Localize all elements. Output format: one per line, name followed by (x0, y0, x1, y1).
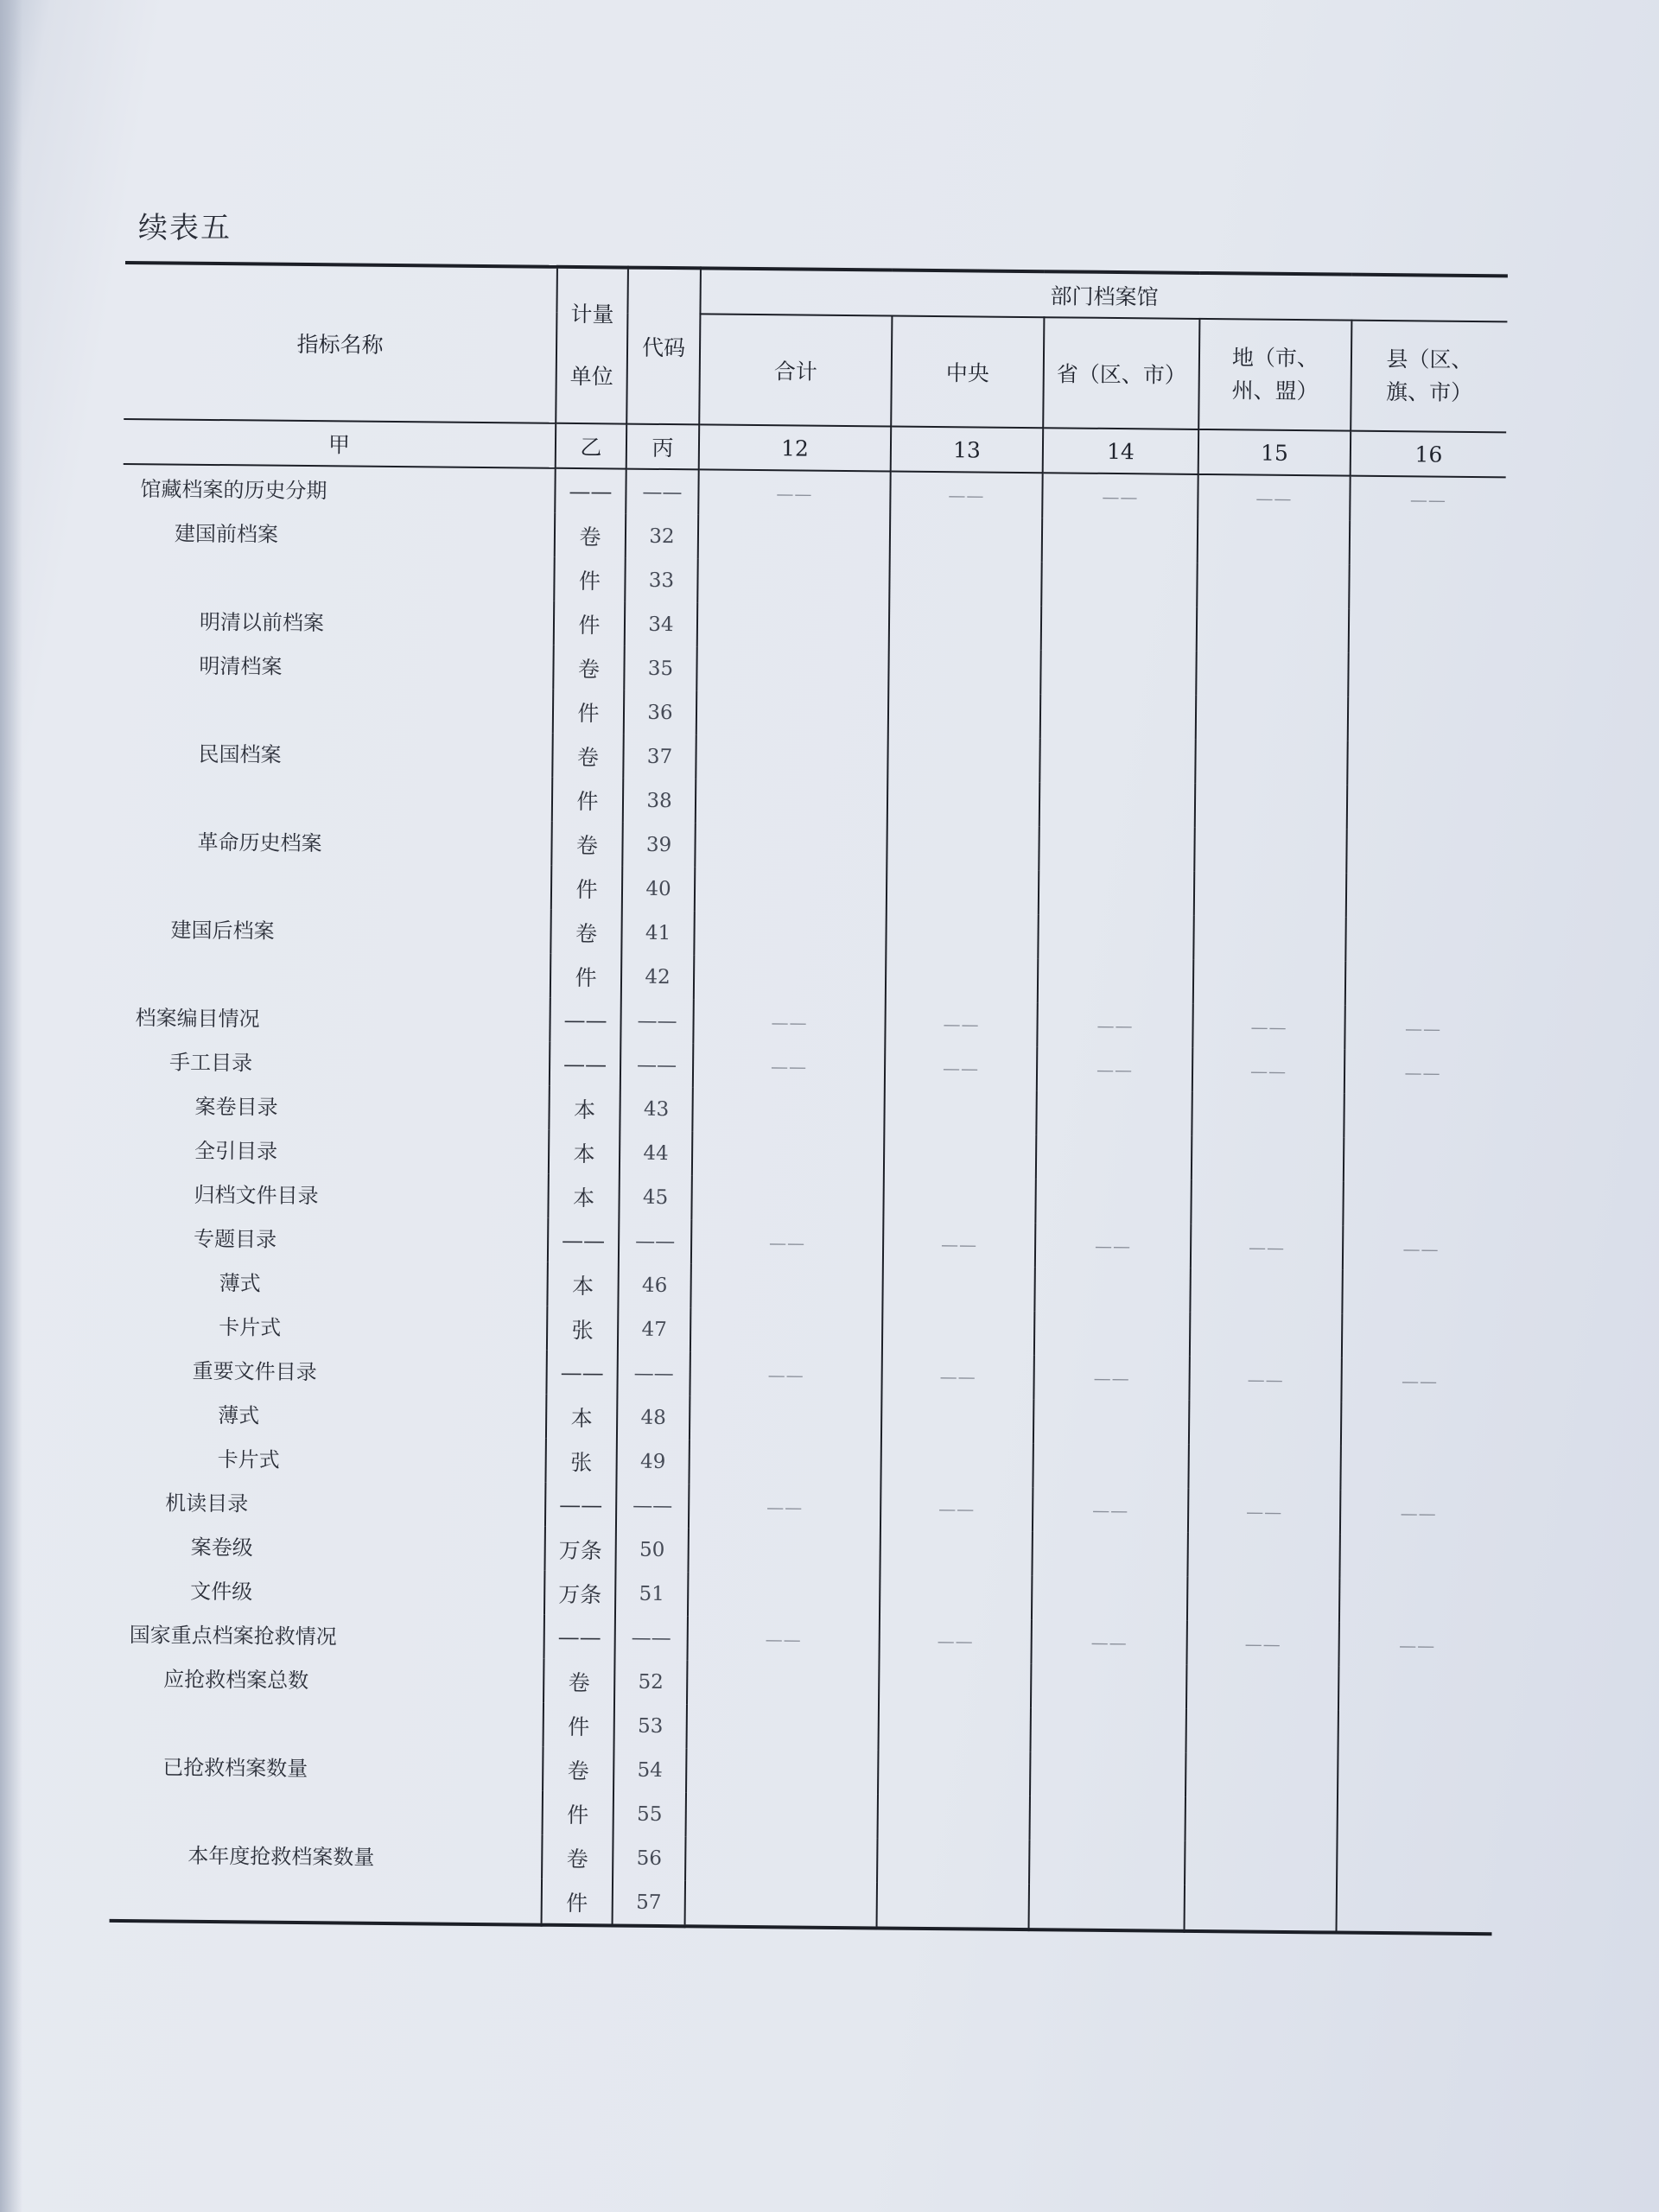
row-value-col-16 (1345, 918, 1501, 963)
row-indicator-name: 卡片式 (115, 1302, 547, 1351)
row-value-col-14 (1029, 1884, 1185, 1931)
row-code: 34 (625, 602, 697, 647)
label-col-15: 15 (1198, 429, 1351, 476)
row-value-col-14 (1030, 1751, 1185, 1797)
row-unit: —— (550, 1042, 620, 1087)
row-unit: 万条 (544, 1571, 615, 1616)
row-value-col-14 (1040, 650, 1196, 696)
row-value-col-12 (696, 779, 887, 824)
header-col-province-label: 省（区、市） (1056, 361, 1186, 388)
row-unit: 卷 (551, 822, 622, 867)
row-value-col-15: —— (1191, 1224, 1343, 1270)
row-code: —— (626, 469, 698, 515)
row-value-col-15 (1196, 696, 1348, 741)
row-value-col-12 (687, 1704, 879, 1750)
row-indicator-name: 归档文件目录 (116, 1170, 548, 1218)
row-unit: —— (555, 468, 626, 514)
row-unit: 卷 (542, 1835, 613, 1880)
row-value-col-14 (1039, 738, 1195, 784)
header-col-prefecture (1198, 319, 1351, 431)
row-value-col-16 (1350, 521, 1505, 567)
row-value-col-12 (697, 558, 889, 604)
row-unit: 件 (552, 778, 623, 823)
row-value-col-16 (1345, 962, 1501, 1007)
row-value-col-12 (689, 1440, 880, 1485)
row-code: —— (617, 1351, 690, 1396)
row-value-col-15 (1197, 607, 1349, 653)
row-unit: 本 (546, 1395, 617, 1440)
row-unit: 本 (548, 1174, 619, 1219)
header-col-county-line2: 旗、市） (1385, 379, 1473, 405)
row-value-col-16 (1342, 1270, 1497, 1316)
row-value-col-14: —— (1035, 1223, 1191, 1268)
row-value-col-12 (696, 646, 888, 692)
row-value-col-12 (696, 734, 887, 780)
row-indicator-name: 本年度抢救档案数量 (110, 1831, 542, 1879)
row-value-col-16 (1340, 1446, 1496, 1492)
row-value-col-14 (1032, 1575, 1187, 1621)
row-indicator-name: 重要文件目录 (114, 1346, 546, 1395)
row-unit: 件 (554, 557, 625, 602)
row-unit: 本 (549, 1130, 620, 1175)
row-value-col-16 (1343, 1182, 1498, 1228)
row-code: 35 (624, 646, 696, 691)
row-unit: 件 (553, 690, 624, 734)
row-indicator-name: 馆藏档案的历史分期 (123, 464, 555, 513)
row-code: 43 (620, 1087, 692, 1132)
row-value-col-12 (696, 690, 888, 736)
row-value-col-16 (1337, 1843, 1492, 1889)
row-value-col-12: —— (687, 1616, 879, 1662)
row-value-col-14 (1038, 958, 1193, 1004)
row-code: 55 (613, 1792, 686, 1837)
row-value-col-16 (1339, 1579, 1495, 1624)
row-value-col-16 (1349, 609, 1504, 655)
row-value-col-16: —— (1409, 488, 1447, 511)
row-value-col-13 (878, 1706, 1030, 1751)
row-value-col-13 (886, 957, 1038, 1002)
row-value-col-13 (887, 780, 1039, 826)
row-indicator-name (122, 553, 554, 601)
row-value-col-13 (882, 1265, 1034, 1311)
row-value-col-16 (1341, 1402, 1497, 1448)
row-indicator-name (111, 1699, 543, 1747)
row-code: 54 (613, 1748, 686, 1793)
row-value-col-15 (1194, 872, 1346, 918)
row-value-col-15 (1188, 1445, 1340, 1491)
row-indicator-name: 薄式 (115, 1258, 547, 1306)
row-value-col-13 (889, 605, 1041, 651)
row-indicator-name (119, 861, 551, 910)
row-value-col-16: —— (1402, 1237, 1440, 1260)
row-code: —— (614, 1616, 687, 1661)
row-unit: 卷 (543, 1747, 613, 1792)
label-col-12: 12 (699, 424, 891, 471)
row-value-col-12: —— (690, 1351, 881, 1397)
row-value-col-12 (685, 1836, 877, 1882)
row-indicator-name: 已抢救档案数量 (111, 1743, 543, 1791)
row-value-col-16 (1348, 653, 1503, 699)
row-value-col-14: —— (1037, 1002, 1192, 1048)
row-value-col-12 (692, 1087, 884, 1133)
row-indicator-name (120, 773, 552, 822)
row-value-col-14 (1030, 1707, 1185, 1753)
row-value-col-13 (890, 517, 1042, 563)
row-value-col-12: —— (691, 1219, 883, 1265)
table-header (124, 263, 1508, 477)
header-col-county (1351, 321, 1507, 433)
row-value-col-12 (697, 602, 889, 648)
row-unit: —— (550, 998, 620, 1043)
row-value-col-16 (1347, 785, 1503, 831)
row-value-col-13 (887, 736, 1039, 782)
row-value-col-14 (1039, 782, 1195, 828)
row-unit: —— (548, 1218, 619, 1263)
row-unit: 张 (545, 1439, 616, 1484)
label-col-16: 16 (1351, 431, 1506, 478)
row-value-col-13 (884, 1133, 1036, 1179)
row-value-col-14 (1034, 1267, 1190, 1313)
row-unit: 件 (542, 1879, 613, 1926)
statistics-sheet (109, 261, 1508, 1950)
row-value-col-14 (1042, 518, 1198, 563)
row-code: 49 (616, 1440, 689, 1484)
row-value-col-12 (692, 1131, 884, 1177)
row-value-col-16 (1338, 1711, 1493, 1757)
row-indicator-name (118, 950, 550, 998)
row-code: 37 (623, 734, 696, 779)
row-indicator-name: 建国后档案 (118, 906, 550, 954)
row-value-col-14: —— (1033, 1487, 1188, 1533)
row-unit: 卷 (555, 513, 626, 558)
row-value-col-16 (1336, 1887, 1492, 1935)
header-code: 代码 (626, 268, 701, 425)
row-value-col-12 (694, 955, 886, 1001)
row-value-col-13: —— (881, 1353, 1033, 1399)
row-value-col-12 (690, 1395, 881, 1441)
row-unit: 本 (549, 1086, 620, 1131)
row-value-col-14 (1036, 1135, 1192, 1180)
row-value-col-12: —— (693, 999, 885, 1045)
row-indicator-name (110, 1875, 542, 1925)
header-col-province (1043, 317, 1199, 429)
row-value-col-13 (879, 1662, 1031, 1707)
row-indicator-name: 专题目录 (116, 1214, 548, 1262)
row-value-col-14 (1041, 606, 1197, 652)
row-indicator-name: 全引目录 (117, 1126, 549, 1174)
header-col-prefecture-line1: 地（市、 (1231, 345, 1319, 372)
row-indicator-name (121, 685, 553, 734)
row-indicator-name: 文件级 (112, 1567, 544, 1615)
row-value-col-15 (1185, 1841, 1337, 1887)
row-value-col-15: —— (1192, 1048, 1344, 1094)
row-code: —— (620, 1043, 693, 1088)
row-unit: 件 (550, 954, 621, 999)
row-unit: 卷 (550, 910, 621, 955)
row-code: —— (620, 999, 693, 1044)
row-value-col-14 (1029, 1840, 1185, 1885)
row-value-col-14 (1036, 1090, 1192, 1136)
row-value-col-15: —— (1189, 1357, 1341, 1402)
row-value-col-12 (688, 1528, 880, 1573)
row-indicator-name: 机读目录 (113, 1478, 545, 1527)
header-col-total (699, 314, 892, 426)
row-value-col-13: —— (883, 1221, 1035, 1267)
row-value-col-15 (1195, 740, 1347, 785)
row-indicator-name: 档案编目情况 (118, 994, 550, 1042)
header-indicator-name: 指标名称 (124, 263, 557, 423)
row-value-col-16 (1342, 1314, 1497, 1360)
row-value-col-16 (1338, 1755, 1493, 1801)
row-code: —— (619, 1219, 691, 1264)
row-value-col-15 (1197, 563, 1349, 609)
row-unit: —— (546, 1351, 617, 1395)
row-value-col-12: —— (693, 1043, 885, 1089)
row-value-col-12: —— (689, 1484, 880, 1529)
row-value-col-15 (1185, 1885, 1338, 1933)
row-indicator-name: 国家重点档案抢救情况 (112, 1611, 544, 1659)
row-value-col-12 (698, 514, 890, 560)
row-value-col-14 (1034, 1311, 1190, 1357)
header-col-county-line1: 县（区、 (1386, 346, 1473, 372)
row-value-col-15 (1185, 1709, 1338, 1755)
row-value-col-13 (880, 1441, 1033, 1487)
row-unit: 卷 (553, 645, 624, 690)
row-value-col-12 (694, 911, 886, 957)
row-value-col-16 (1348, 697, 1503, 743)
row-value-col-13 (880, 1529, 1032, 1575)
row-value-col-16 (1344, 1138, 1499, 1184)
row-unit: —— (543, 1615, 614, 1660)
row-value-col-14 (1033, 1399, 1189, 1445)
row-value-col-13 (888, 649, 1040, 695)
row-unit: 本 (547, 1262, 618, 1307)
row-indicator-name: 明清档案 (121, 641, 553, 690)
row-value-col-15 (1185, 1753, 1338, 1799)
row-value-col-14 (1032, 1531, 1187, 1577)
row-indicator-name: 手工目录 (118, 1038, 550, 1086)
row-value-col-15 (1194, 828, 1346, 874)
row-code: 45 (619, 1175, 691, 1220)
row-code: 53 (614, 1704, 687, 1749)
row-code: 32 (626, 514, 698, 559)
archive-statistics-table (110, 261, 1508, 1936)
row-unit: 件 (543, 1791, 613, 1836)
row-code: 46 (618, 1263, 690, 1308)
row-value-col-13 (881, 1397, 1033, 1443)
label-col-13: 13 (891, 427, 1043, 474)
row-value-col-15: —— (1188, 1489, 1340, 1535)
row-indicator-name: 民国档案 (120, 729, 552, 778)
row-value-col-13 (886, 912, 1038, 958)
row-code: 44 (620, 1131, 692, 1176)
page-title: 续表五 (138, 211, 232, 245)
row-indicator-name: 案卷级 (112, 1522, 544, 1571)
row-value-col-12 (686, 1748, 878, 1794)
row-value-col-14 (1038, 914, 1193, 960)
row-value-col-15 (1198, 519, 1350, 565)
label-bing: 丙 (626, 424, 699, 470)
row-value-col-15 (1192, 1092, 1344, 1138)
row-value-col-12 (686, 1792, 878, 1838)
row-value-col-14 (1039, 826, 1194, 872)
row-value-col-16 (1344, 1094, 1499, 1140)
row-value-col-12 (688, 1572, 880, 1618)
row-value-col-15 (1187, 1533, 1339, 1579)
row-code: 52 (614, 1660, 687, 1705)
row-code: 41 (621, 911, 694, 956)
row-value-col-14: —— (1031, 1619, 1186, 1665)
row-value-col-14: —— (1037, 1046, 1192, 1092)
label-col-14: 14 (1043, 428, 1198, 474)
row-value-col-15 (1186, 1665, 1338, 1711)
row-code: 57 (613, 1880, 686, 1927)
row-value-col-13 (877, 1882, 1030, 1929)
row-code: 56 (613, 1836, 685, 1881)
row-value-col-15: —— (1192, 1004, 1344, 1050)
row-indicator-name (111, 1787, 543, 1835)
row-indicator-name: 薄式 (114, 1390, 546, 1439)
label-jia: 甲 (124, 419, 556, 468)
row-value-col-14 (1033, 1443, 1188, 1489)
row-value-col-16 (1338, 1667, 1494, 1713)
row-code: 48 (617, 1395, 690, 1440)
row-value-col-15 (1192, 1136, 1344, 1182)
row-unit: 件 (554, 601, 625, 646)
row-value-col-15 (1187, 1577, 1339, 1623)
row-indicator-name: 明清以前档案 (122, 597, 554, 645)
row-code: —— (616, 1484, 689, 1529)
table-body (110, 464, 1506, 1934)
row-value-col-15 (1191, 1180, 1343, 1226)
row-indicator-name: 建国前档案 (123, 509, 555, 557)
row-value-col-15 (1185, 1797, 1338, 1843)
row-value-col-14 (1039, 870, 1194, 916)
row-value-col-15 (1190, 1313, 1342, 1358)
row-value-col-13 (887, 868, 1039, 914)
row-unit: 件 (551, 866, 622, 911)
row-code: 50 (615, 1528, 688, 1573)
row-unit: 万条 (544, 1527, 615, 1572)
row-value-col-13 (878, 1794, 1030, 1840)
row-value-col-13: —— (890, 472, 1042, 518)
row-value-col-13: —— (885, 1001, 1037, 1046)
row-indicator-name: 革命历史档案 (119, 817, 551, 866)
row-code: 51 (615, 1572, 688, 1617)
row-unit: 卷 (552, 734, 623, 779)
row-value-col-13 (880, 1573, 1032, 1619)
row-value-col-15 (1189, 1401, 1341, 1446)
row-value-col-12 (695, 867, 887, 912)
header-unit-line2: 单位 (569, 363, 613, 390)
row-value-col-15 (1193, 960, 1345, 1006)
row-value-col-16: —— (1399, 1634, 1436, 1656)
header-col-prefecture-line2: 州、盟） (1231, 378, 1319, 404)
row-value-col-13 (878, 1750, 1030, 1796)
row-value-col-16: —— (1400, 1502, 1437, 1524)
row-value-col-13 (887, 824, 1039, 870)
row-code: 39 (622, 823, 695, 868)
row-value-col-15 (1193, 916, 1345, 962)
header-col-central-label: 中央 (945, 360, 989, 386)
row-code: 47 (618, 1307, 690, 1352)
row-value-col-12 (687, 1660, 879, 1706)
row-unit: 件 (543, 1703, 614, 1748)
row-value-col-13 (883, 1177, 1035, 1223)
row-unit: —— (545, 1483, 616, 1528)
header-col-central (891, 316, 1044, 429)
row-value-col-16 (1347, 741, 1503, 787)
row-value-col-13 (884, 1089, 1036, 1135)
row-value-col-12 (685, 1880, 877, 1928)
row-code: 36 (624, 690, 696, 735)
row-value-col-12 (690, 1307, 882, 1353)
row-value-col-12 (690, 1263, 882, 1309)
row-value-col-13 (889, 561, 1041, 607)
row-code: 40 (622, 867, 695, 912)
row-value-col-15 (1196, 652, 1348, 697)
row-value-col-14 (1035, 1179, 1191, 1224)
row-value-col-16 (1349, 565, 1504, 611)
row-value-col-16 (1339, 1535, 1495, 1580)
row-unit: 张 (547, 1306, 618, 1351)
row-value-col-13: —— (880, 1485, 1033, 1531)
row-value-col-15: —— (1198, 474, 1350, 521)
header-unit-line1: 计量 (570, 301, 614, 327)
row-value-col-14 (1031, 1663, 1186, 1709)
row-value-col-12 (691, 1175, 883, 1221)
row-indicator-name: 卡片式 (113, 1434, 545, 1483)
row-value-col-14: —— (1042, 473, 1198, 519)
row-value-col-16: —— (1402, 1370, 1439, 1392)
row-value-col-16 (1346, 874, 1502, 919)
header-col-total-label: 合计 (773, 359, 817, 385)
row-value-col-13 (882, 1309, 1034, 1355)
row-value-col-16 (1337, 1799, 1492, 1845)
label-yi: 乙 (556, 423, 626, 469)
row-value-col-13 (877, 1838, 1029, 1884)
row-value-col-16: —— (1404, 1017, 1442, 1039)
row-code: 42 (621, 955, 694, 1000)
row-value-col-16: —— (1404, 1061, 1441, 1084)
row-value-col-14 (1041, 562, 1197, 607)
row-code: 33 (625, 558, 697, 603)
row-unit: 卷 (543, 1659, 614, 1704)
row-value-col-14: —— (1033, 1355, 1189, 1401)
row-value-col-15: —— (1186, 1621, 1338, 1667)
row-value-col-14 (1030, 1796, 1185, 1841)
row-value-col-14 (1040, 694, 1196, 740)
row-indicator-name: 应抢救档案总数 (111, 1655, 543, 1703)
page-edge-shadow (0, 0, 22, 2212)
row-value-col-13: —— (885, 1045, 1037, 1090)
header-unit (556, 267, 628, 424)
row-value-col-12 (695, 823, 887, 868)
row-value-col-13: —— (879, 1618, 1031, 1663)
row-value-col-16 (1346, 830, 1502, 875)
row-value-col-12: —— (698, 469, 890, 516)
row-indicator-name: 案卷目录 (117, 1082, 549, 1130)
header-department-archives: 部门档案馆 (700, 268, 1507, 321)
row-value-col-13 (888, 693, 1040, 739)
row-code: 38 (623, 779, 696, 823)
row-value-col-15 (1195, 784, 1347, 830)
row-value-col-15 (1190, 1268, 1342, 1314)
